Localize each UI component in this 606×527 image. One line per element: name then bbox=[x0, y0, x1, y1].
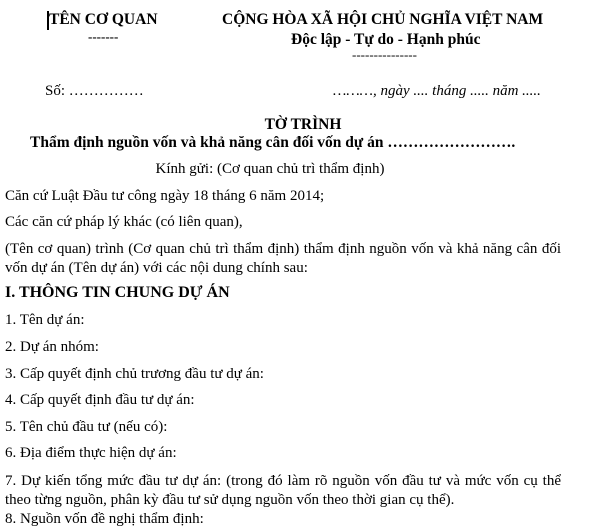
agency-underline: ------- bbox=[88, 29, 119, 44]
item-investment-decision-level: 4. Cấp quyết định đầu tư dự án: bbox=[5, 392, 195, 408]
document-subject: Thẩm định nguồn vốn và khả năng cân đối vốn dự án ……………………. bbox=[30, 134, 516, 151]
place-date-line: ………, ngày .... tháng ..... năm ..... bbox=[333, 83, 541, 99]
agency-name: TÊN CƠ QUAN bbox=[49, 11, 158, 28]
motto-underline: --------------- bbox=[352, 47, 417, 62]
item-policy-decision-level: 3. Cấp quyết định chủ trương đầu tư dự án: bbox=[5, 366, 264, 382]
intro-paragraph: (Tên cơ quan) trình (Cơ quan chủ trì thẩm định) thẩm định nguồn vốn và khả năng cân đối vốn dự án (Tên dự án) với các nội dung chính sau: bbox=[5, 241, 561, 276]
document-type-title: TỜ TRÌNH bbox=[264, 116, 342, 133]
item-project-group: 2. Dự án nhóm: bbox=[5, 339, 99, 355]
legal-basis-2: Các căn cứ pháp lý khác (có liên quan), bbox=[5, 214, 243, 230]
section-1-heading: I. THÔNG TIN CHUNG DỰ ÁN bbox=[5, 284, 230, 301]
legal-basis-1: Căn cứ Luật Đầu tư công ngày 18 tháng 6 năm 2014; bbox=[5, 188, 325, 204]
national-motto: Độc lập - Tự do - Hạnh phúc bbox=[291, 31, 481, 48]
item-project-name: 1. Tên dự án: bbox=[5, 312, 85, 328]
document-number: Số: …………… bbox=[45, 83, 144, 99]
item-project-location: 6. Địa điểm thực hiện dự án: bbox=[5, 445, 177, 461]
item-total-investment: 7. Dự kiến tổng mức đầu tư dự án: (trong đó làm rõ nguồn vốn đầu tư và mức vốn cụ thể theo từng nguồn, phân kỳ đầu tư sử dụng nguồn vốn theo thời gian cụ thể). bbox=[5, 473, 561, 508]
national-title: CỘNG HÒA XÃ HỘI CHỦ NGHĨA VIỆT NAM bbox=[222, 11, 544, 28]
recipient-line: Kính gửi: (Cơ quan chủ trì thẩm định) bbox=[155, 161, 385, 177]
item-investor-name: 5. Tên chủ đầu tư (nếu có): bbox=[5, 419, 168, 435]
item-capital-source: 8. Nguồn vốn đề nghị thẩm định: bbox=[5, 511, 204, 527]
